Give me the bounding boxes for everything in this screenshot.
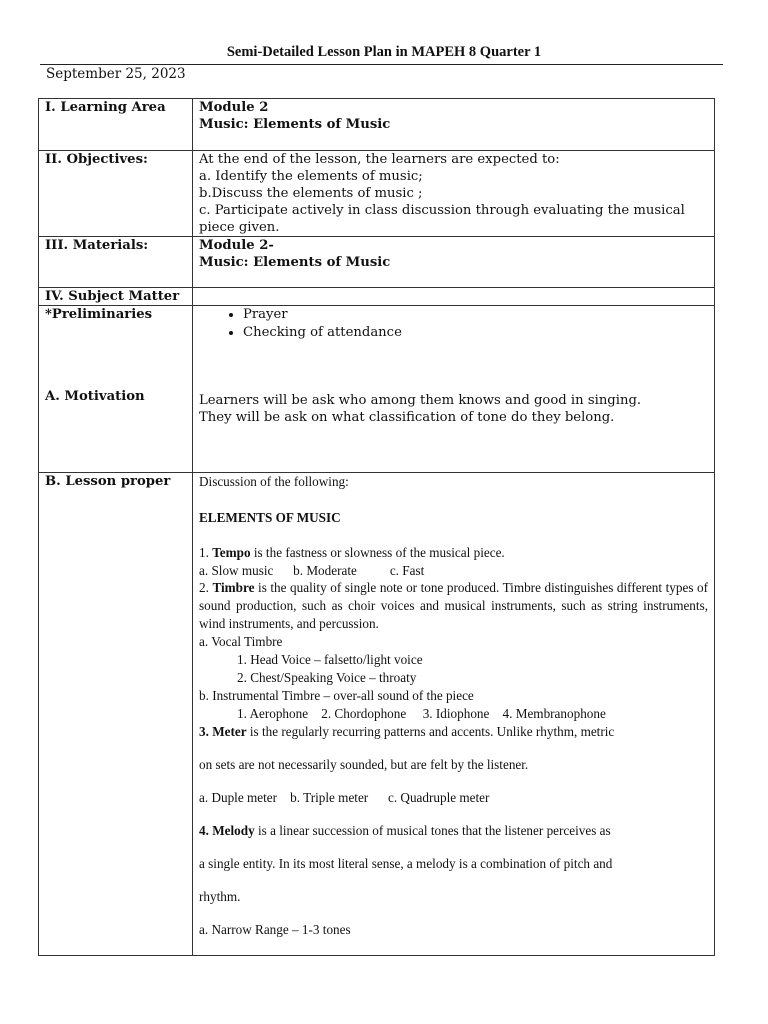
melody-text-1: is a linear succession of musical tones that the listener perceives as [254,823,611,838]
melody-term: 4. Melody [199,823,255,838]
melody-definition [199,822,708,840]
timbre-text: is the quality of single note or tone produced. Timbre distinguishes different types of sound production, such as choir voices and musical instruments, such as string instruments, wind instruments, and percussion. [199,580,709,631]
meter-text-1: is the regularly recurring patterns and accents. Unlike rhythm, metric [246,724,615,739]
subject-matter-label: IV. Subject Matter [39,288,193,306]
objective-c: c. Participate actively in class discussion through evaluating the musical piece given. [199,203,685,235]
objective-b: b.Discuss the elements of music ; [199,186,423,201]
meter-term: 3. Meter [199,724,247,739]
instrument-classes: 1. Aerophone 2. Chordophone 3. Idiophone 4. Membranophone [237,706,606,721]
learning-area-content [193,99,715,151]
vocal-timbre: a. Vocal Timbre [199,634,283,649]
lesson-proper-label: B. Lesson proper [39,473,193,956]
lesson-date: September 25, 2023 [46,66,186,82]
preliminaries-list [199,306,708,342]
objectives-content [193,151,715,237]
tempo-options: a. Slow music b. Moderate c. Fast [199,563,425,578]
tempo-term: Tempo [212,545,251,560]
preliminaries-content [193,306,715,473]
objectives-label: II. Objectives: [39,151,193,237]
timbre-definition: 2. Timbre is the quality of single note or tone produced. Timbre distinguishes different types of sound production, such as choir voices and musical instruments, such as string instruments, wind instruments, and percussion. [199,580,709,631]
motivation-line-1: Learners will be ask who among them knows and good in singing. [199,393,642,408]
row-objectives [39,151,715,237]
materials-label: III. Materials: [39,237,193,288]
module-title: Module 2 [199,100,269,115]
narrow-range: a. Narrow Range – 1-3 tones [199,922,351,937]
lesson-proper-content [193,473,715,956]
elements-heading: ELEMENTS OF MUSIC [199,510,341,525]
row-learning-area [39,99,715,151]
head-voice: 1. Head Voice – falsetto/light voice [237,652,423,667]
instrumental-timbre: b. Instrumental Timbre – over-all sound of the piece [199,688,474,703]
melody-text-3: rhythm. [199,889,241,904]
document-title: Semi-Detailed Lesson Plan in MAPEH 8 Quarter 1 [226,44,542,60]
list-item: • Prayer [243,306,708,324]
chest-voice: 2. Chest/Speaking Voice – throaty [237,670,417,685]
materials-content [193,237,715,288]
objectives-intro: At the end of the lesson, the learners are expected to: [199,152,560,167]
meter-text-2: on sets are not necessarily sounded, but are felt by the listener. [199,757,529,772]
row-preliminaries [39,306,715,473]
objective-a: a. Identify the elements of music; [199,169,423,184]
preliminaries-label: *Preliminaries [45,307,153,322]
row-materials [39,237,715,288]
motivation-line-2: They will be ask on what classification of tone do they belong. [199,410,615,425]
meter-definition [199,723,708,741]
meter-options: a. Duple meter b. Triple meter c. Quadruple meter [199,790,490,805]
tempo-text: is the fastness or slowness of the musical piece. [250,545,505,560]
row-lesson-proper [39,473,715,956]
preliminaries-cell [39,306,193,473]
timbre-term: Timbre [212,580,255,595]
list-item: • Checking of attendance [243,324,708,342]
subject-matter-content [193,288,715,306]
tempo-definition: 1. Tempo is the fastness or slowness of the musical piece. [199,545,505,560]
lesson-plan-table [38,98,715,956]
motivation-label: A. Motivation [45,389,145,404]
title-underline [40,64,723,65]
melody-text-2: a single entity. In its most literal sense, a melody is a combination of pitch and [199,856,613,871]
discussion-intro: Discussion of the following: [199,474,349,489]
learning-area-label: I. Learning Area [39,99,193,151]
materials-module: Module 2- [199,238,274,253]
row-subject-matter [39,288,715,306]
materials-topic: Music: Elements of Music [199,255,391,270]
module-subtitle: Music: Elements of Music [199,117,391,132]
